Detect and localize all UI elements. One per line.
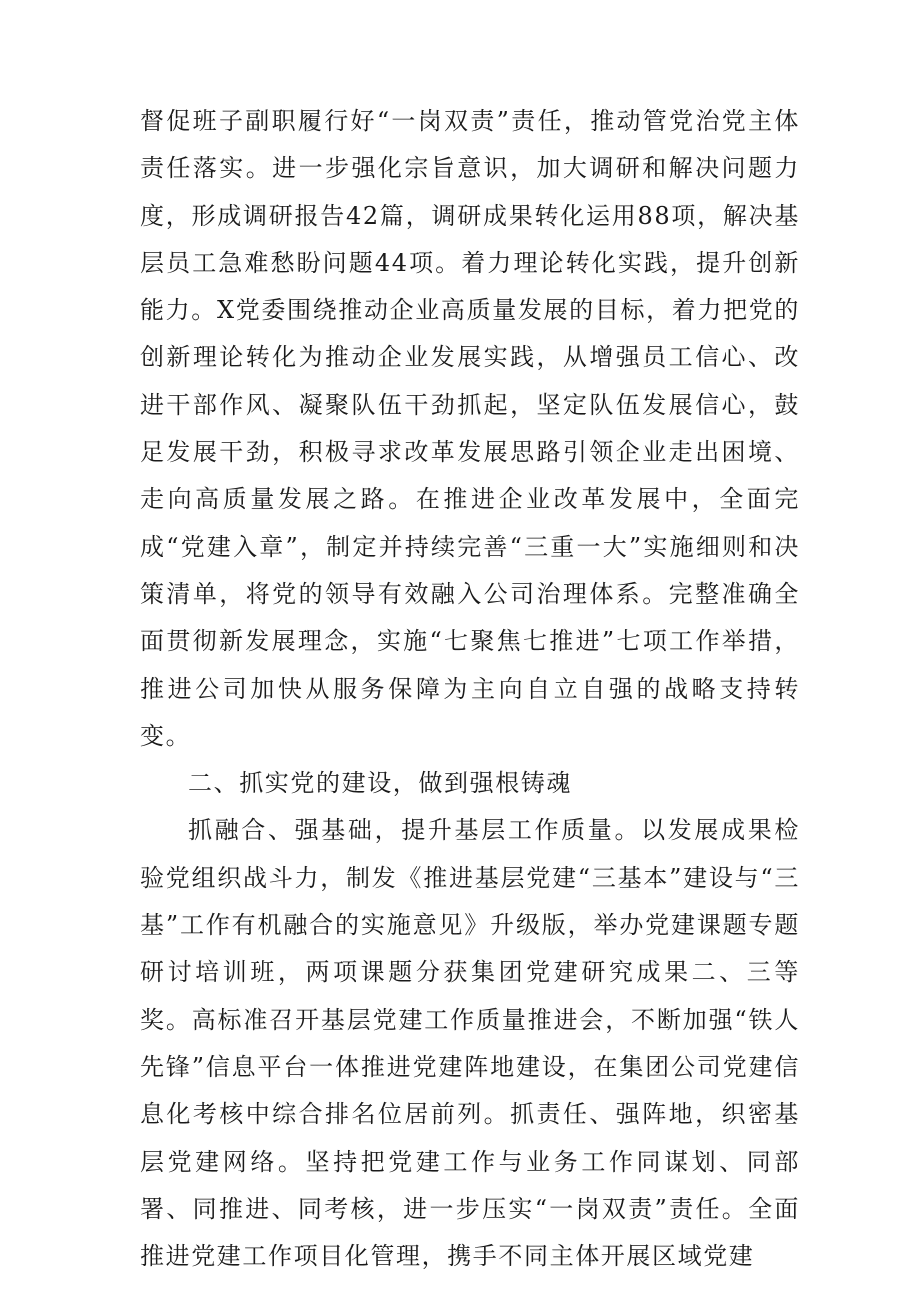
section-heading: 二、抓实党的建设，做到强根铸魂 [188, 769, 572, 798]
paragraph-body: 抓融合、强基础，提升基层工作质量。以发展成果检验党组织战斗力，制发《推进基层党建“三基本”建设与“三基”工作有机融合的实施意见》升级版，举办党建课题专题研讨培训班，两项课题分获集团党建研究成果二、三等奖。高标准召开基层党建工作质量推进会，不断加强“铁人先锋”信息平台一体推进党建阵地建设，在集团公司党建信息化考核中综合排名位居前列。抓责任、强阵地，织密基层党建网络。坚持把党建工作与业务工作同谋划、同部署、同推进、同考核，进一步压实“一岗双责”责任。全面推进党建工作项目化管理，携手不同主体开展区域党建 [140, 816, 800, 1271]
document-body [140, 98, 800, 1280]
paragraph-continuation: 督促班子副职履行好“一岗双责”责任，推动管党治党主体责任落实。进一步强化宗旨意识，加大调研和解决问题力度，形成调研报告42篇，调研成果转化运用88项，解决基层员工急难愁盼问题44项。着力理论转化实践，提升创新能力。X党委围绕推动企业高质量发展的目标，着力把党的创新理论转化为推动企业发展实践，从增强员工信心、改进干部作风、凝聚队伍干劲抓起，坚定队伍发展信心，鼓足发展干劲，积极寻求改革发展思路引领企业走出困境、走向高质量发展之路。在推进企业改革发展中，全面完成“党建入章”，制定并持续完善“三重一大”实施细则和决策清单，将党的领导有效融入公司治理体系。完整准确全面贯彻新发展理念，实施“七聚焦七推进”七项工作举措，推进公司加快从服务保障为主向自立自强的战略支持转变。 [140, 107, 800, 750]
